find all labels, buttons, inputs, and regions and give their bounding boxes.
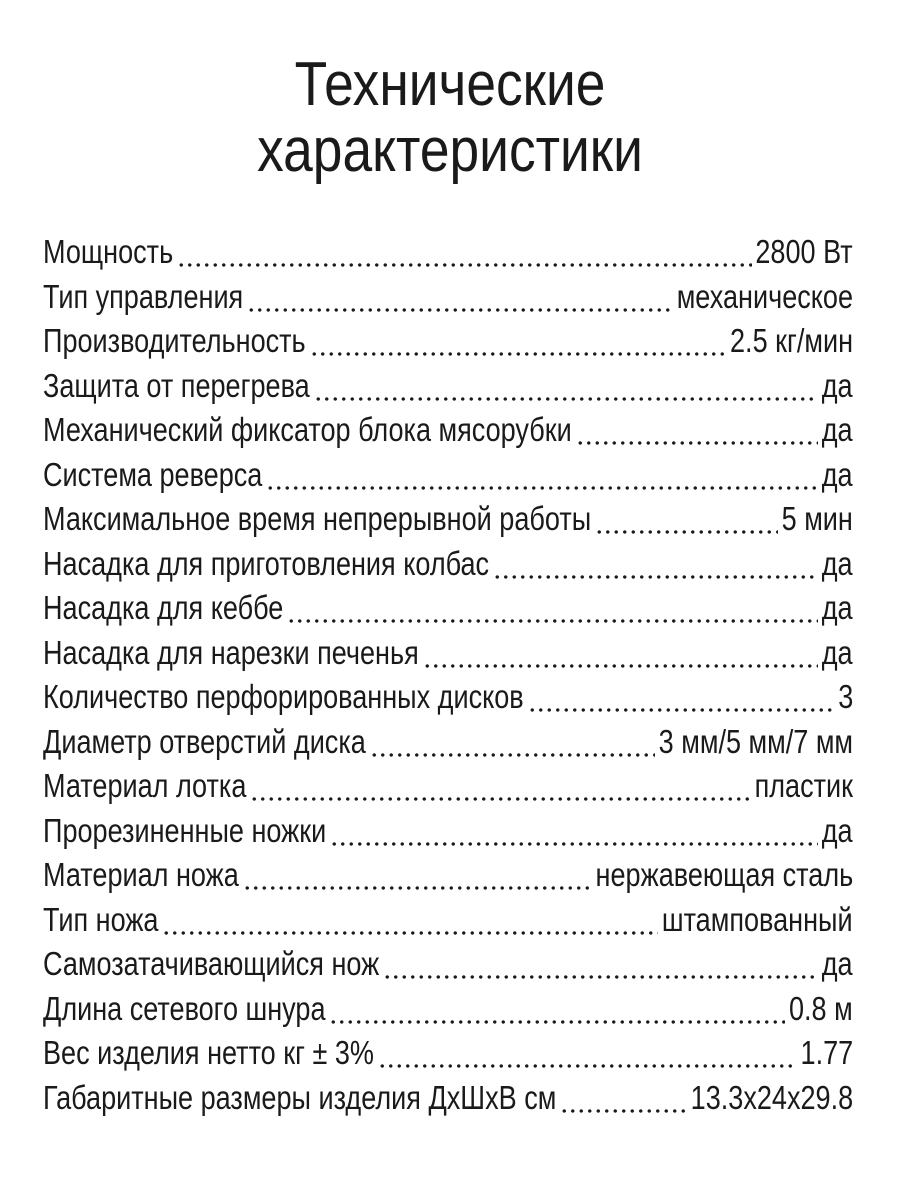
dot-leader <box>595 529 778 535</box>
dot-leader <box>423 663 818 669</box>
dot-leader <box>247 307 672 313</box>
dot-leader <box>243 885 592 891</box>
spec-value: 0.8 м <box>789 989 853 1027</box>
spec-value: да <box>822 544 853 582</box>
spec-row <box>43 542 853 587</box>
spec-label: Максимальное время непрерывной работы <box>43 500 592 537</box>
spec-value: да <box>822 633 853 671</box>
spec-value: да <box>822 455 853 493</box>
spec-value: 2800 Вт <box>755 233 853 270</box>
spec-value: 13.3x24x29.8 <box>690 1078 853 1116</box>
spec-label: Насадка для кеббе <box>43 589 284 626</box>
dot-leader <box>310 351 726 357</box>
title-line-1: Технические <box>294 50 606 119</box>
spec-label: Габаритные размеры изделия ДхШхВ см <box>43 1078 557 1116</box>
spec-label: Прорезиненные ножки <box>43 811 327 849</box>
spec-row <box>43 586 853 631</box>
spec-row <box>43 319 853 364</box>
spec-row <box>43 275 853 320</box>
spec-row <box>43 631 853 676</box>
dot-leader <box>177 262 752 268</box>
dot-leader <box>314 396 818 402</box>
spec-value: 5 мин <box>781 500 853 537</box>
dot-leader <box>266 485 818 491</box>
spec-label: Механический фиксатор блока мясорубки <box>43 411 572 448</box>
spec-label: Насадка для нарезки печенья <box>43 633 419 671</box>
spec-row <box>43 898 853 943</box>
spec-value: 3 мм/5 мм/7 мм <box>658 722 853 760</box>
spec-label: Насадка для приготовления колбас <box>43 544 490 582</box>
spec-label: Материал ножа <box>43 856 239 893</box>
spec-row <box>43 720 853 765</box>
spec-value: 3 <box>837 678 853 715</box>
dot-leader <box>493 574 818 580</box>
spec-value: да <box>822 945 853 982</box>
spec-row <box>43 987 853 1032</box>
spec-row <box>43 809 853 854</box>
spec-value: да <box>822 811 853 849</box>
spec-label: Мощность <box>43 233 174 270</box>
spec-value: 2.5 кг/мин <box>729 322 853 359</box>
spec-row <box>43 764 853 809</box>
spec-label: Материал лотка <box>43 767 247 804</box>
spec-value: штампованный <box>662 900 853 938</box>
spec-label: Количество перфорированных дисков <box>43 678 524 715</box>
dot-leader <box>250 796 750 802</box>
dot-leader <box>330 841 818 847</box>
spec-value: да <box>822 411 853 448</box>
spec-list <box>43 230 853 1120</box>
spec-value: да <box>822 589 853 626</box>
dot-leader <box>162 930 658 936</box>
spec-row <box>43 942 853 987</box>
dot-leader <box>528 707 834 713</box>
spec-row <box>43 853 853 898</box>
spec-value: механическое <box>676 277 853 315</box>
dot-leader <box>576 440 819 446</box>
page-title <box>63 52 837 184</box>
spec-label: Вес изделия нетто кг ± 3% <box>43 1034 374 1071</box>
spec-row <box>43 230 853 275</box>
spec-row <box>43 408 853 453</box>
dot-leader <box>383 974 818 980</box>
spec-label: Тип ножа <box>43 900 159 938</box>
spec-value: пластик <box>754 767 853 804</box>
dot-leader <box>287 618 818 624</box>
spec-row <box>43 675 853 720</box>
spec-row <box>43 453 853 498</box>
dot-leader <box>378 1063 796 1069</box>
dot-leader <box>560 1108 686 1114</box>
spec-value: 1.77 <box>800 1034 853 1071</box>
dot-leader <box>370 752 655 758</box>
spec-label: Защита от перегрева <box>43 366 310 404</box>
dot-leader <box>329 1019 785 1025</box>
spec-label: Система реверса <box>43 455 263 493</box>
spec-value: нержавеющая сталь <box>595 856 853 893</box>
spec-label: Самозатачивающийся нож <box>43 945 380 982</box>
title-line-2: характеристики <box>257 116 643 185</box>
spec-row <box>43 1076 853 1121</box>
spec-label: Производительность <box>43 322 306 359</box>
spec-label: Тип управления <box>43 277 244 315</box>
spec-row <box>43 497 853 542</box>
spec-label: Диаметр отверстий диска <box>43 722 366 760</box>
spec-value: да <box>822 366 853 404</box>
spec-label: Длина сетевого шнура <box>43 989 326 1027</box>
spec-row <box>43 364 853 409</box>
spec-row <box>43 1031 853 1076</box>
